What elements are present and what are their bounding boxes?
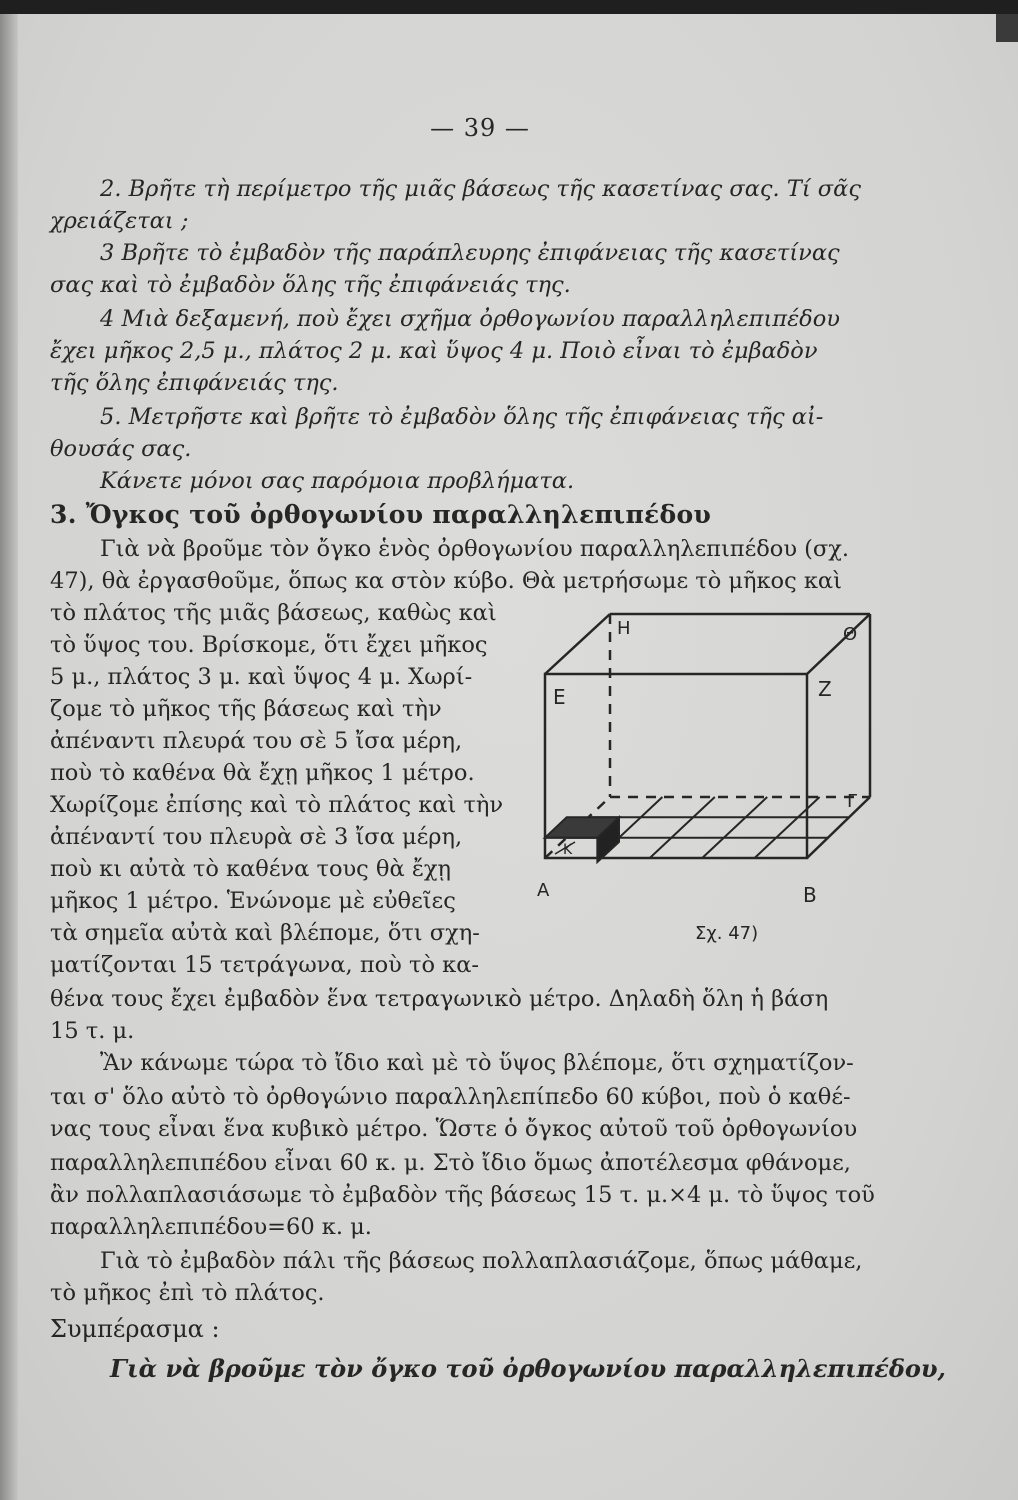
paragraph-1-line: 47), θὰ ἐργασθοῦμε, ὅπως κα στὸν κύβο. Θὰ μετρήσωμε τὸ μῆκος καὶ [50, 568, 842, 594]
vertex-label-Z: Ζ [818, 677, 832, 701]
parallelepiped-diagram [535, 592, 895, 952]
conclusion-text: Γιὰ νὰ βροῦμε τὸν ὄγκο τοῦ ὀρθογωνίου παραλληλεπιπέδου, [110, 1354, 946, 1383]
paragraph-1-line: μῆκος 1 μέτρο. Ἑνώνομε μὲ εὐθεῖες [50, 888, 456, 914]
vertex-label-E: Ε [553, 685, 566, 709]
page-number: — 39 — [430, 114, 530, 142]
paragraph-1-line: τὸ πλάτος τῆς μιᾶς βάσεως, καθὼς καὶ [50, 600, 497, 626]
paragraph-1-line: ἀπέναντί του πλευρὰ σὲ 3 ἴσα μέρη, [50, 824, 463, 850]
exercise-3-line-2: σας καὶ τὸ ἐμβαδὸν ὅλης τῆς ἐπιφάνειάς της. [50, 272, 571, 298]
exercise-4-line-3: τῆς ὅλης ἐπιφάνειάς της. [50, 370, 339, 396]
paragraph-2-line: ται σ' ὅλο αὐτὸ τὸ ὀρθογώνιο παραλληλεπίπεδο 60 κύβοι, ποὺ ὁ καθέ- [50, 1084, 851, 1110]
paragraph-1-line: ἀπέναντι πλευρά του σὲ 5 ἴσα μέρη, [50, 728, 463, 754]
paragraph-1-line: ματίζονται 15 τετράγωνα, ποὺ τὸ κα- [50, 952, 480, 978]
exercise-2-line-1: 2. Βρῆτε τὴ περίμετρο τῆς μιᾶς βάσεως τῆς κασετίνας σας. Τί σᾶς [100, 176, 861, 202]
vertex-label-K: Κ [563, 842, 573, 858]
paragraph-1-line: θένα τους ἔχει ἐμβαδὸν ἕνα τετραγωνικὸ μέτρο. Δηλαδὴ ὅλη ἡ βάση [50, 986, 829, 1012]
edge-E-H [545, 614, 610, 674]
figure-caption: Σχ. 47) [695, 923, 759, 944]
vertex-label-Theta: Θ [843, 624, 858, 645]
paragraph-2-line: Ἂν κάνωμε τώρα τὸ ἴδιο καὶ μὲ τὸ ὕψος βλέπομε, ὅτι σχηματίζον- [100, 1050, 854, 1076]
edge-B-G [807, 797, 870, 858]
vertex-label-G: Γ [847, 791, 858, 812]
paragraph-1-line: τὰ σημεῖα αὐτὰ καὶ βλέπομε, ὅτι σχη- [50, 920, 480, 946]
exercise-2-line-2: χρειάζεται ; [50, 208, 189, 234]
exercise-note: Κάνετε μόνοι σας παρόμοια προβλήματα. [100, 468, 575, 494]
paragraph-3-line: Γιὰ τὸ ἐμβαδὸν πάλι τῆς βάσεως πολλαπλασιάζομε, ὅπως μάθαμε, [100, 1248, 863, 1274]
paragraph-2-line: νας τους εἶναι ἕνα κυβικὸ μέτρο. Ὥστε ὁ ὄγκος αὐτοῦ τοῦ ὀρθογωνίου [50, 1116, 858, 1142]
vertex-label-B: Β [803, 883, 817, 907]
paragraph-1-line: 15 τ. μ. [50, 1018, 135, 1044]
paragraph-1-line: ζομε τὸ μῆκος τῆς βάσεως καὶ τὴν [50, 696, 442, 722]
paragraph-2-line: παραλληλεπιπέδου εἶναι 60 κ. μ. Στὸ ἴδιο ὅμως ἀποτέλεσμα φθάνομε, [50, 1150, 851, 1176]
conclusion-label: Συμπέρασμα : [50, 1315, 220, 1343]
paragraph-1-line: ποὺ κι αὐτὰ τὸ καθένα τους θὰ ἔχῃ [50, 856, 452, 882]
exercise-3-line-1: 3 Βρῆτε τὸ ἐμβαδὸν τῆς παράπλευρης ἐπιφάνειας τῆς κασετίνας [100, 240, 840, 266]
paragraph-2-line: παραλληλεπιπέδου=60 κ. μ. [50, 1214, 372, 1240]
exercise-5-line-2: θουσάς σας. [50, 436, 192, 462]
vertex-label-A: Α [537, 880, 550, 901]
paragraph-1-line: Γιὰ νὰ βροῦμε τὸν ὄγκο ἑνὸς ὀρθογωνίου παραλληλεπιπέδου (σχ. [100, 536, 850, 562]
section-heading: 3. Ὄγκος τοῦ ὀρθογωνίου παραλληλεπιπέδου [50, 500, 712, 529]
vertex-label-H: Η [617, 618, 631, 639]
unit-cube [545, 817, 619, 862]
paragraph-1-line: 5 μ., πλάτος 3 μ. καὶ ὕψος 4 μ. Χωρί- [50, 664, 473, 690]
page-spine-shadow [0, 14, 18, 1500]
figure-47 [535, 592, 895, 952]
exercise-5-line-1: 5. Μετρῆστε καὶ βρῆτε τὸ ἐμβαδὸν ὅλης τῆς ἐπιφάνειας τῆς αἰ- [100, 404, 824, 430]
paragraph-1-line: Χωρίζομε ἐπίσης καὶ τὸ πλάτος καὶ τὴν [50, 792, 504, 818]
edge-Z-Theta [807, 614, 870, 674]
paragraph-1-line: τὸ ὕψος του. Βρίσκομε, ὅτι ἔχει μῆκος [50, 632, 488, 658]
paragraph-1-line: ποὺ τὸ καθένα θὰ ἔχῃ μῆκος 1 μέτρο. [50, 760, 475, 786]
paragraph-2-line: ἂν πολλαπλασιάσωμε τὸ ἐμβαδὸν τῆς βάσεως 15 τ. μ.×4 μ. τὸ ὕψος τοῦ [50, 1182, 875, 1208]
scan-corner [996, 14, 1018, 42]
paragraph-3-line: τὸ μῆκος ἐπὶ τὸ πλάτος. [50, 1280, 325, 1306]
scan-top-border [0, 0, 1018, 14]
book-page [0, 14, 1018, 1500]
exercise-4-line-1: 4 Μιὰ δεξαμενή, ποὺ ἔχει σχῆμα ὀρθογωνίου παραλληλεπιπέδου [100, 306, 840, 332]
exercise-4-line-2: ἔχει μῆκος 2,5 μ., πλάτος 2 μ. καὶ ὕψος 4 μ. Ποιὸ εἶναι τὸ ἐμβαδὸν [50, 338, 818, 364]
